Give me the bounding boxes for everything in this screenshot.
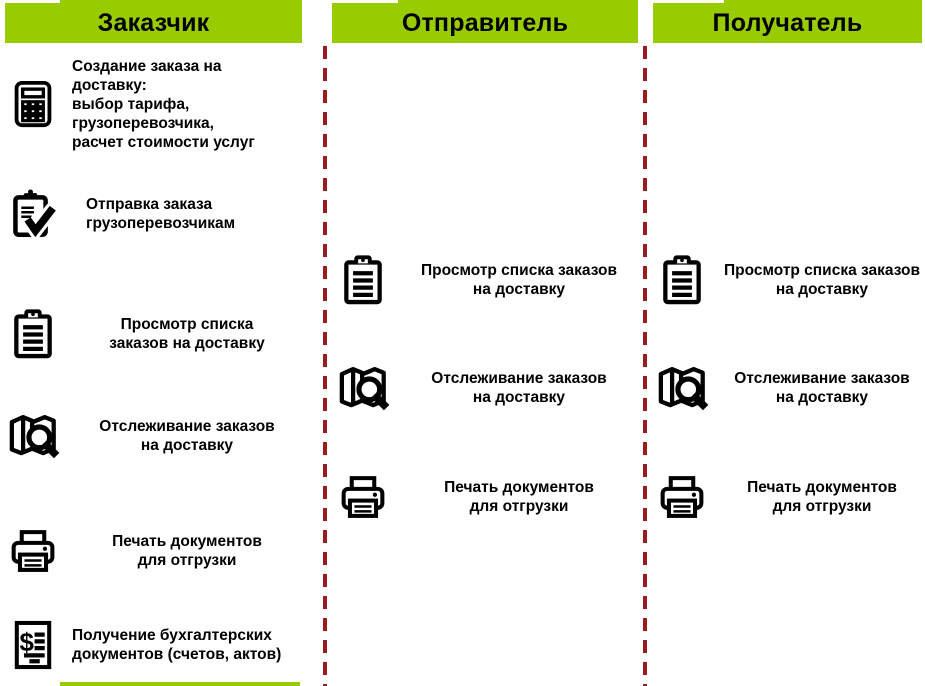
text-line: документов (счетов, актов) xyxy=(72,646,282,663)
text-line: выбор тарифа, xyxy=(72,95,190,113)
column-header-customer: Заказчик xyxy=(5,3,302,43)
calculator-icon xyxy=(6,74,60,134)
printer-icon xyxy=(336,467,390,527)
item-accounting-documents xyxy=(6,610,302,680)
text-line: Создание заказа на xyxy=(72,57,222,75)
item-text xyxy=(72,532,302,570)
item-text xyxy=(72,626,302,664)
item-text xyxy=(721,369,923,407)
map-search-icon xyxy=(655,358,709,418)
text-line: Просмотр списка заказов xyxy=(420,262,618,279)
item-view-orders xyxy=(336,242,636,318)
item-track-orders xyxy=(6,402,302,470)
text-line: на доставку xyxy=(472,281,566,298)
text-line: Получение бухгалтерских xyxy=(72,627,272,644)
map-search-icon xyxy=(336,358,390,418)
item-text xyxy=(402,369,636,407)
clipboard-icon xyxy=(336,250,390,310)
cropped-green-strip-top-middle xyxy=(398,0,638,3)
column-header-sender: Отправитель xyxy=(332,3,638,43)
item-track-orders xyxy=(655,356,923,420)
item-view-orders xyxy=(6,298,302,370)
item-create-order xyxy=(6,52,302,156)
item-track-orders xyxy=(336,356,636,420)
item-text xyxy=(721,261,923,299)
printer-icon xyxy=(655,467,709,527)
text-line: Отслеживание заказов xyxy=(99,418,275,435)
text-line: Отслеживание заказов xyxy=(734,370,910,387)
clipboard-icon xyxy=(655,250,709,310)
text-line: Печать документов xyxy=(444,479,594,496)
text-line: на доставку xyxy=(472,389,566,406)
item-text xyxy=(402,261,636,299)
text-line: Печать документов xyxy=(112,533,262,550)
column-header-recipient: Получатель xyxy=(653,3,922,43)
invoice-icon xyxy=(6,615,60,675)
text-line: для отгрузки xyxy=(137,552,237,569)
cropped-green-strip-top-left xyxy=(60,0,302,3)
text-line: грузоперевозчикам xyxy=(86,215,236,232)
item-print-documents xyxy=(336,466,636,528)
clipboard-icon xyxy=(6,304,60,364)
text-line: грузоперевозчика, xyxy=(72,114,214,132)
item-text xyxy=(721,478,923,516)
text-line: Отслеживание заказов xyxy=(431,370,607,387)
text-line: Просмотр списка заказов xyxy=(723,262,921,279)
item-print-documents xyxy=(655,466,923,528)
text-line: заказов на доставку xyxy=(109,335,265,352)
item-text xyxy=(402,478,636,516)
text-line: расчет стоимости услуг xyxy=(72,133,255,151)
map-search-icon xyxy=(6,406,60,466)
text-line: Просмотр списка xyxy=(120,316,254,333)
item-send-order xyxy=(6,178,302,250)
text-line: для отгрузки xyxy=(469,498,569,515)
cropped-green-strip-bottom-left xyxy=(60,682,300,686)
text-line: Отправка заказа xyxy=(86,196,213,213)
clipboard-check-icon xyxy=(6,184,60,244)
printer-icon xyxy=(6,521,60,581)
dashed-divider-right xyxy=(643,46,647,686)
text-line: на доставку xyxy=(775,281,869,298)
item-print-documents xyxy=(6,520,302,582)
text-line: на доставку xyxy=(140,437,234,454)
item-text xyxy=(72,315,302,353)
item-view-orders xyxy=(655,242,923,318)
text-line: для отгрузки xyxy=(772,498,872,515)
cropped-green-strip-top-right xyxy=(724,0,922,3)
dashed-divider-left xyxy=(323,46,327,686)
item-text xyxy=(72,195,302,233)
text-line: Печать документов xyxy=(747,479,897,496)
text-line: на доставку xyxy=(775,389,869,406)
item-text xyxy=(72,417,302,455)
item-text xyxy=(72,57,302,152)
text-line: доставку: xyxy=(72,76,147,94)
